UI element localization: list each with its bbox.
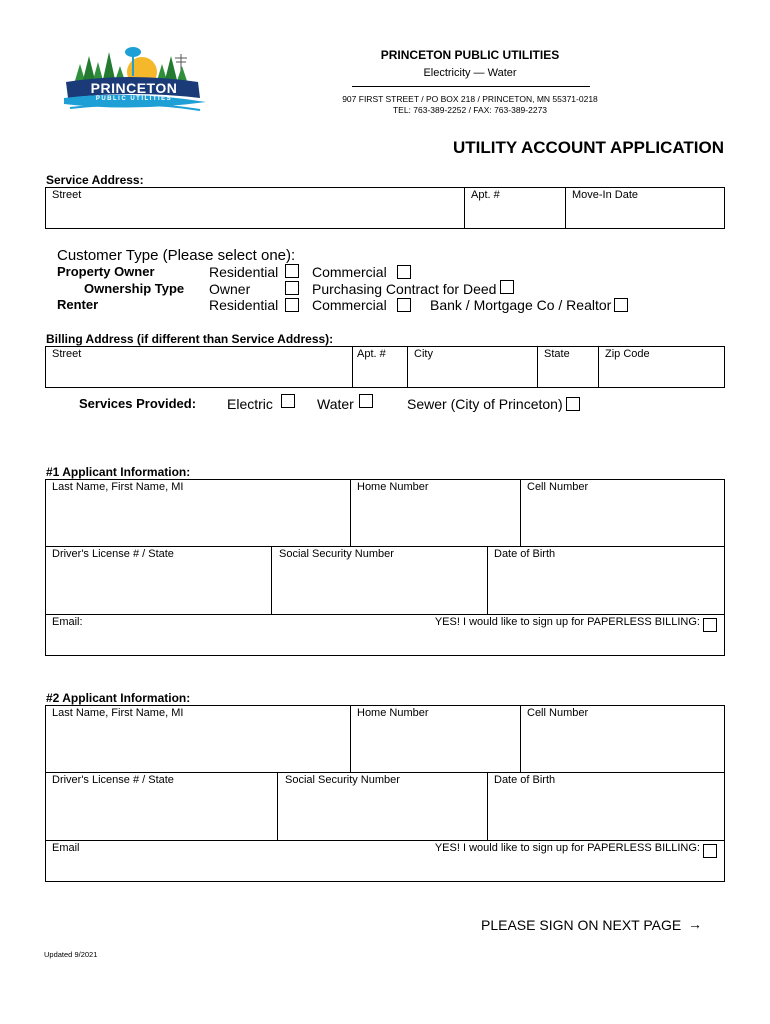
divider <box>598 346 599 388</box>
divider <box>271 546 272 614</box>
owner-residential-label: Residential <box>209 264 279 280</box>
header-divider <box>352 86 590 87</box>
billing-apt-field[interactable]: Apt. # <box>357 348 386 360</box>
divider <box>277 772 278 840</box>
divider <box>464 187 465 229</box>
arrow-right-icon: → <box>688 916 702 932</box>
divider <box>565 187 566 229</box>
sewer-label: Sewer (City of Princeton) <box>407 396 563 412</box>
customer-type-heading: Customer Type (Please select one): <box>57 247 296 264</box>
divider <box>520 705 521 772</box>
applicant2-name-field[interactable]: Last Name, First Name, MI <box>52 707 184 719</box>
billing-street-field[interactable]: Street <box>52 348 82 360</box>
applicant2-home-field[interactable]: Home Number <box>357 707 429 719</box>
owner-checkbox[interactable] <box>285 281 299 295</box>
divider <box>45 614 725 615</box>
electric-checkbox[interactable] <box>281 394 295 408</box>
logo-text-sub: PUBLIC UTILITIES <box>95 96 173 102</box>
applicant1-paperless-label: YES! I would like to sign up for PAPERLESS BILLING: <box>434 616 700 628</box>
sewer-checkbox[interactable] <box>566 397 580 411</box>
divider <box>487 546 488 614</box>
sign-next-page-text: PLEASE SIGN ON NEXT PAGE <box>481 917 682 933</box>
applicant2-email-field[interactable]: Email <box>52 842 80 854</box>
applicant2-paperless-checkbox[interactable] <box>703 844 717 858</box>
purchasing-contract-checkbox[interactable] <box>500 280 514 294</box>
divider <box>45 840 725 841</box>
applicant2-paperless-label: YES! I would like to sign up for PAPERLESS BILLING: <box>434 842 700 854</box>
service-address-heading: Service Address: <box>46 173 144 187</box>
applicant1-home-field[interactable]: Home Number <box>357 481 429 493</box>
renter-residential-label: Residential <box>209 297 279 313</box>
applicant1-box <box>45 479 725 656</box>
billing-zip-field[interactable]: Zip Code <box>605 348 650 360</box>
purchasing-contract-label: Purchasing Contract for Deed <box>312 281 497 297</box>
renter-label: Renter <box>57 297 99 312</box>
owner-commercial-label: Commercial <box>312 264 387 280</box>
princeton-logo <box>60 42 210 114</box>
applicant1-cell-field[interactable]: Cell Number <box>527 481 589 493</box>
divider <box>350 479 351 546</box>
divider <box>537 346 538 388</box>
applicant1-dob-field[interactable]: Date of Birth <box>494 548 556 560</box>
divider <box>487 772 488 840</box>
updated-date: Updated 9/2021 <box>44 950 98 959</box>
electric-label: Electric <box>227 396 273 412</box>
renter-commercial-label: Commercial <box>312 297 387 313</box>
bank-realtor-label: Bank / Mortgage Co / Realtor <box>430 297 612 313</box>
divider <box>45 772 725 773</box>
applicant1-license-field[interactable]: Driver's License # / State <box>52 548 174 560</box>
owner-residential-checkbox[interactable] <box>285 264 299 278</box>
applicant1-ssn-field[interactable]: Social Security Number <box>279 548 394 560</box>
move-in-date-field[interactable]: Move-In Date <box>572 189 639 201</box>
applicant2-dob-field[interactable]: Date of Birth <box>494 774 556 786</box>
applicant2-license-field[interactable]: Driver's License # / State <box>52 774 174 786</box>
property-owner-label: Property Owner <box>57 264 155 279</box>
applicant2-heading: #2 Applicant Information: <box>46 691 191 705</box>
applicant1-name-field[interactable]: Last Name, First Name, MI <box>52 481 184 493</box>
service-street-field[interactable]: Street <box>52 189 82 201</box>
bank-realtor-checkbox[interactable] <box>614 298 628 312</box>
billing-state-field[interactable]: State <box>544 348 570 360</box>
renter-commercial-checkbox[interactable] <box>397 298 411 312</box>
applicant1-heading: #1 Applicant Information: <box>46 465 191 479</box>
divider <box>45 546 725 547</box>
service-apt-field[interactable]: Apt. # <box>471 189 500 201</box>
divider <box>352 346 353 388</box>
applicant2-box <box>45 705 725 882</box>
applicant2-ssn-field[interactable]: Social Security Number <box>285 774 400 786</box>
divider <box>407 346 408 388</box>
page-title: UTILITY ACCOUNT APPLICATION <box>452 138 724 157</box>
ownership-type-label: Ownership Type <box>84 281 185 296</box>
logo-graphic <box>60 42 210 114</box>
owner-label: Owner <box>209 281 251 297</box>
water-checkbox[interactable] <box>359 394 373 408</box>
org-phone: TEL: 763-389-2252 / FAX: 763-389-2273 <box>392 105 548 115</box>
org-name: PRINCETON PUBLIC UTILITIES <box>380 48 560 62</box>
water-label: Water <box>317 396 354 412</box>
billing-address-heading: Billing Address (if different than Service Address): <box>46 332 334 346</box>
owner-commercial-checkbox[interactable] <box>397 265 411 279</box>
org-address: 907 FIRST STREET / PO BOX 218 / PRINCETON, MN 55371-0218 <box>342 94 598 104</box>
divider <box>520 479 521 546</box>
tagline: Electricity — Water <box>423 67 517 79</box>
services-provided-label: Services Provided: <box>79 396 197 411</box>
renter-residential-checkbox[interactable] <box>285 298 299 312</box>
logo-text-main: PRINCETON <box>90 80 178 96</box>
billing-city-field[interactable]: City <box>414 348 433 360</box>
divider <box>350 705 351 772</box>
applicant1-paperless-checkbox[interactable] <box>703 618 717 632</box>
applicant2-cell-field[interactable]: Cell Number <box>527 707 589 719</box>
applicant1-email-field[interactable]: Email: <box>52 616 83 628</box>
